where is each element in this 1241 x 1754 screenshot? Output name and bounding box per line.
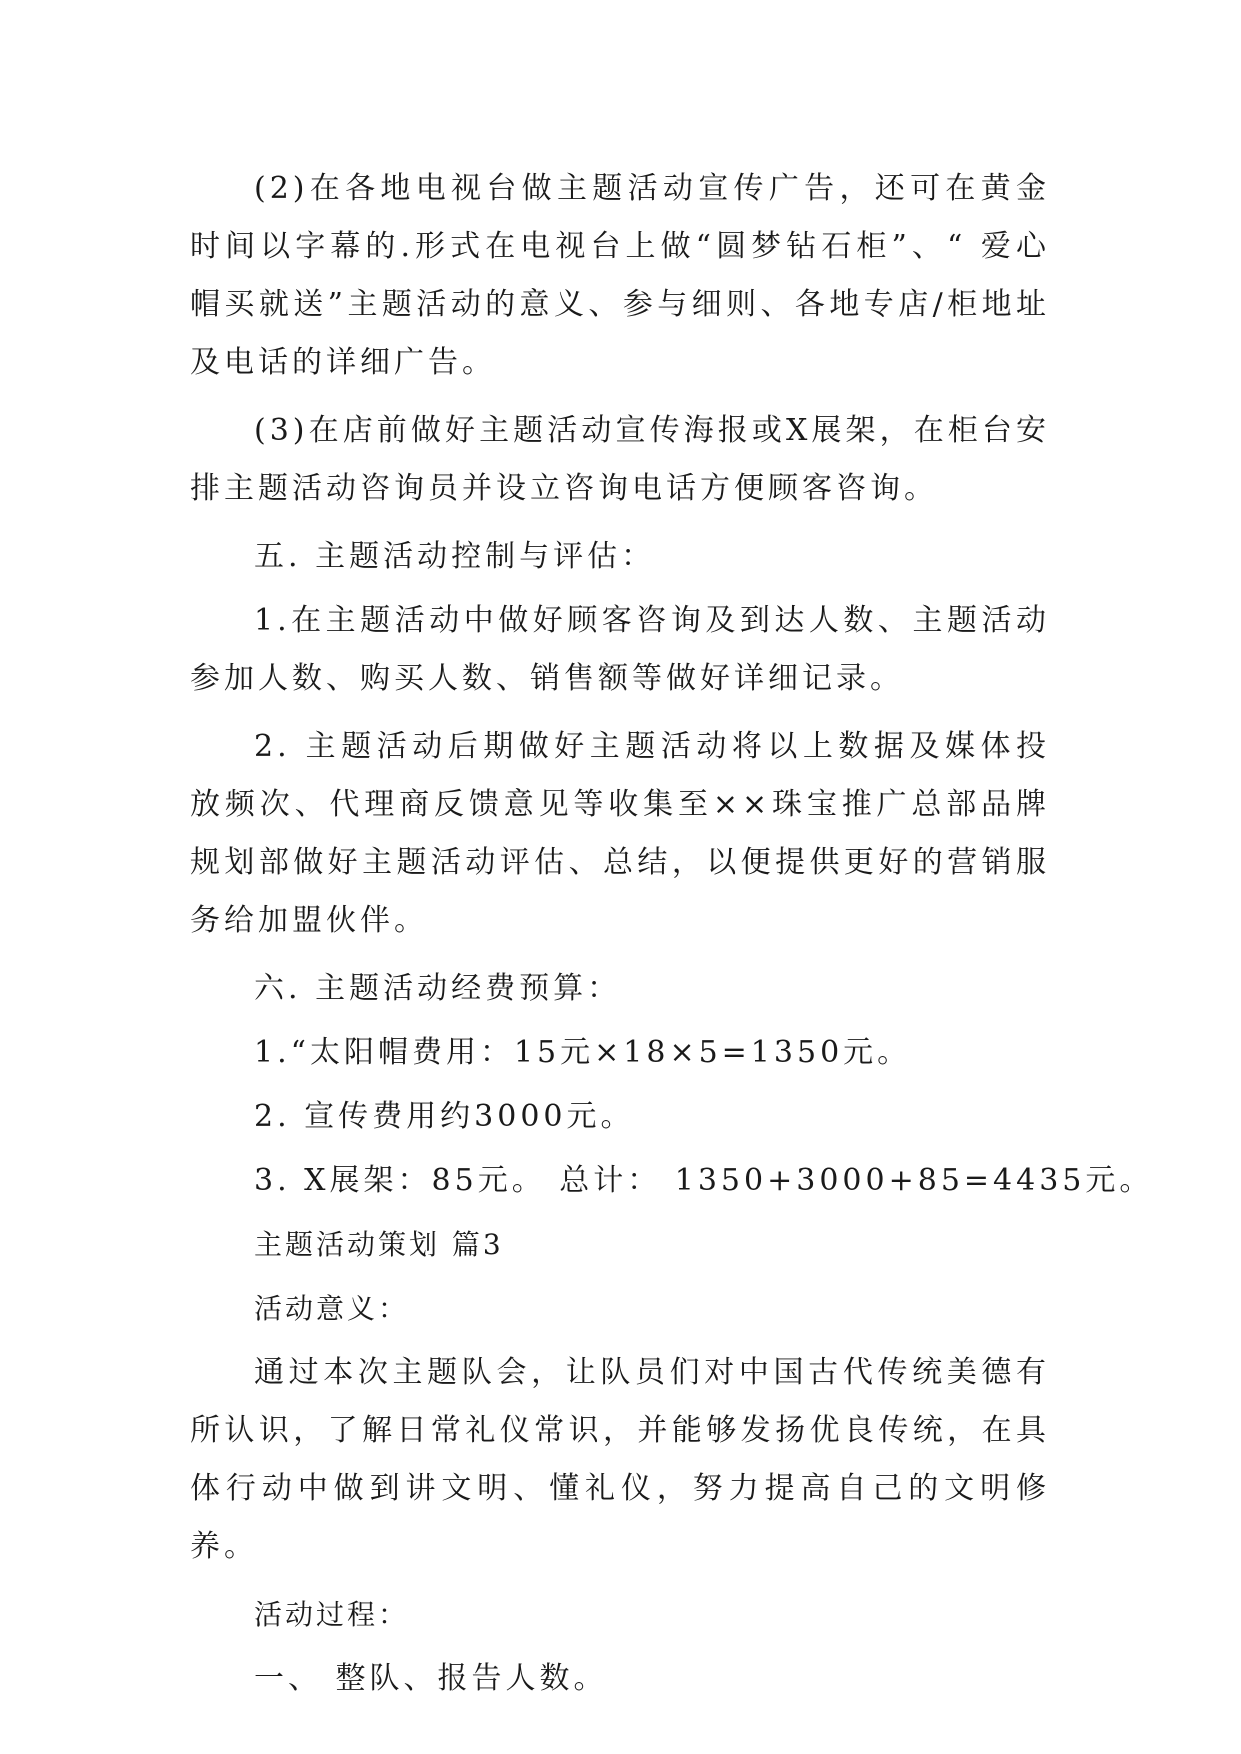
budget-line-1: 1.“太阳帽费用：15元×18×5=1350元。 <box>254 1035 912 1070</box>
section-heading-budget: 六. 主题活动经费预算： <box>254 971 622 1006</box>
meaning-heading: 活动意义： <box>254 1292 410 1325</box>
process-step-1: 一、 整队、报告人数。 <box>254 1661 608 1696</box>
section-heading-control-evaluation: 五. 主题活动控制与评估： <box>254 539 656 574</box>
budget-line-2: 2. 宣传费用约3000元。 <box>254 1099 635 1134</box>
meaning-paragraph: 通过本次主题队会，让队员们对中国古代传统美德有所认识，了解日常礼仪常识，并能够发扬优良传统，在具体行动中做到讲文明、懂礼仪，努力提高自己的文明修养。 <box>190 1355 1050 1564</box>
document-body <box>190 160 1154 1714</box>
control-item-2: 2. 主题活动后期做好主题活动将以上数据及媒体投放频次、代理商反馈意见等收集至××珠宝推广总部品牌规划部做好主题活动评估、总结，以便提供更好的营销服务给加盟伙伴。 <box>190 729 1050 938</box>
part-title: 主题活动策划 篇3 <box>254 1228 504 1261</box>
paragraph-store-posters: (3)在店前做好主题活动宣传海报或X展架，在柜台安排主题活动咨询员并设立咨询电话方便顾客咨询。 <box>190 413 1050 506</box>
control-item-1: 1.在主题活动中做好顾客咨询及到达人数、主题活动参加人数、购买人数、销售额等做好详细记录。 <box>190 603 1050 696</box>
budget-line-3: 3. X展架：85元。 总计： 1350+3000+85=4435元。 <box>254 1163 1154 1198</box>
paragraph-tv-ads: (2)在各地电视台做主题活动宣传广告，还可在黄金时间以字幕的.形式在电视台上做“圆梦钻石柜”、“ 爱心帽买就送”主题活动的意义、参与细则、各地专店/柜地址及电话的详细广告。 <box>190 171 1050 380</box>
process-heading: 活动过程： <box>254 1598 410 1631</box>
